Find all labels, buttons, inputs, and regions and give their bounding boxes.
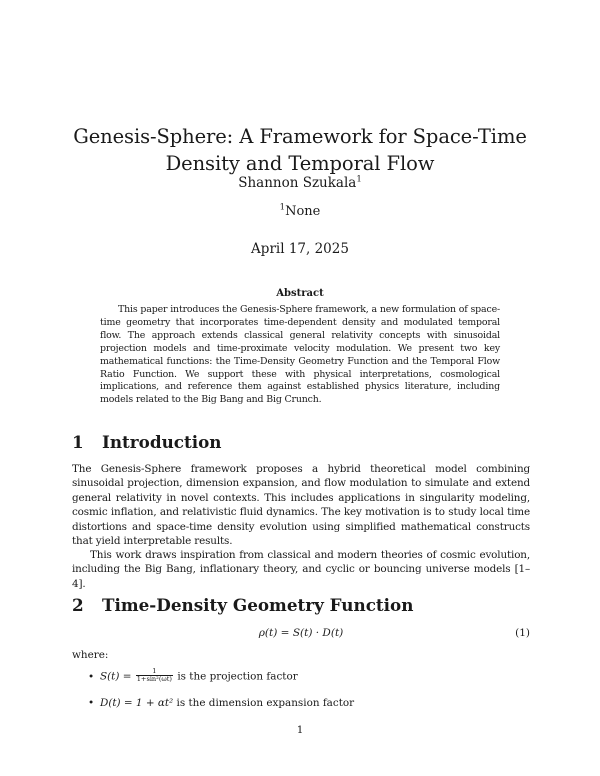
page-number: 1: [296, 724, 304, 736]
equation-number: (1): [515, 627, 530, 639]
fraction-denominator: 1+sin²(ωt): [136, 675, 172, 683]
equation-rhs: S(t) · D(t): [292, 627, 344, 639]
paper-title: Genesis-Sphere: A Framework for Space-Time Density and Temporal Flow: [73, 125, 527, 176]
where-label: where:: [72, 649, 109, 661]
equation-lhs: ρ(t): [258, 627, 278, 639]
bullet-projection-factor: • S(t) = $\frac{1}{\text{1+sin²(ωt)}}$ is the projection factor: [88, 667, 298, 683]
section-heading-introduction: [72, 431, 222, 453]
affiliation-line: [0, 203, 600, 221]
bullet-math: S(t): [100, 670, 120, 683]
fraction-numerator: 1: [136, 668, 173, 676]
section-heading-time-density: [72, 594, 413, 616]
author-name: Shannon Szukala: [238, 175, 357, 191]
author-line: [0, 174, 600, 192]
paper-date: April 17, 2025: [251, 241, 349, 257]
affiliation-name: None: [285, 204, 321, 219]
section-title: Introduction: [102, 432, 222, 452]
equation-1: [72, 627, 530, 643]
fraction: [136, 668, 173, 683]
intro-paragraph-1: The Genesis-Sphere framework proposes a hybrid theoretical model combining sinusoidal projection, dimension expansion, and flow modulation to simulate and extend general relativity in novel contexts. This includes applications in singularity modeling, cosmic inflation, and relativistic fluid dynamics. The key motivation is to study local time distortions and space-time density evolution using simplified mathematical constructs that yield interpretable results.: [72, 463, 530, 548]
equation-body: ρ(t) = S(t) · D(t): [258, 627, 344, 639]
bullet-dimension-expansion: [88, 696, 354, 710]
bullet-math: D(t) = 1 + αt²: [100, 697, 174, 709]
intro-paragraph-2: This work draws inspiration from classical and modern theories of cosmic evolution, including the Big Bang, inflationary theory, and cyclic or bouncing universe models [1–4].: [72, 549, 530, 590]
section-number: 1: [72, 432, 84, 452]
affiliation-mark: 1: [279, 202, 286, 213]
section-title: Time-Density Geometry Function: [102, 595, 414, 615]
bullet-dot: •: [88, 670, 95, 683]
bullet-dot: •: [88, 697, 95, 709]
bullet-text: is the dimension expansion factor: [176, 697, 355, 709]
section-number: 2: [72, 595, 84, 615]
author-affiliation-mark: 1: [356, 174, 362, 185]
abstract-text: This paper introduces the Genesis-Sphere framework, a new formulation of space-time geometry that incorporates time-dependent density and modulated temporal flow. The approach extends classical general relativity concepts with sinusoidal projection models and time-proximate velocity modulation. We present two key mathematical functions: the Time-Density Geometry Function and the Temporal Flow Ratio Function. We support these with physical interpretations, cosmological implications, and reference them against established physics literature, including models related to the Big Bang and Big Crunch.: [100, 304, 500, 406]
bullet-text: is the projection factor: [177, 670, 298, 683]
abstract-heading: Abstract: [276, 288, 324, 299]
